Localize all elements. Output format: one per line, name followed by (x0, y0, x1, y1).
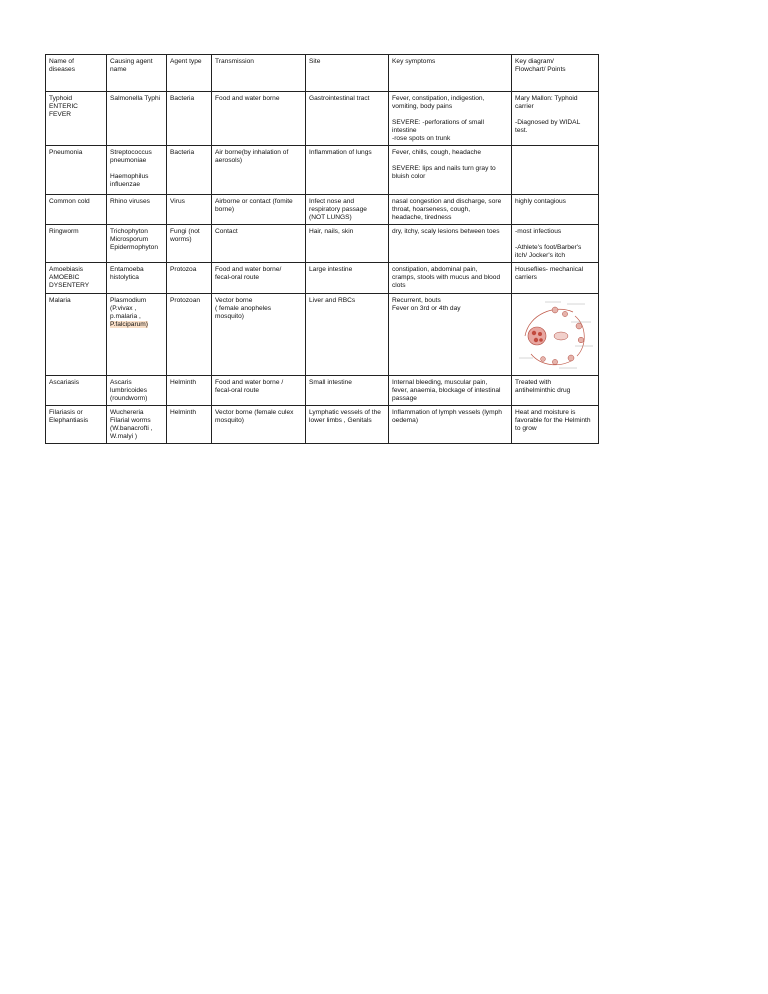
key-points (512, 225, 599, 263)
cell-line: pneumoniae (110, 157, 147, 164)
cell-line: highly contagious (515, 198, 566, 205)
cell-line: favorable for the Helminth (515, 417, 591, 424)
cell-line: Fever, constipation, indigestion, (392, 95, 485, 102)
header-row (46, 55, 599, 92)
site (306, 376, 389, 406)
cell-line: Streptococcus (110, 149, 152, 156)
cell-line: (roundworm) (110, 395, 148, 402)
cell-line: Mary Mallon: Typhoid (515, 95, 578, 102)
transmission (212, 195, 306, 225)
causing-agent (107, 146, 167, 195)
agent-type (167, 376, 212, 406)
key-diagram (512, 294, 599, 376)
cell-line: Pneumonia (49, 149, 83, 156)
cell-line: Microsporum (110, 236, 149, 243)
cell-line: Infect nose and (309, 198, 355, 205)
transmission (212, 376, 306, 406)
line-gap (392, 111, 508, 119)
cell-line: Protozoa (170, 266, 197, 273)
agent-type (167, 92, 212, 146)
cell-line: (NOT LUNGS) (309, 214, 352, 221)
cell-line: SEVERE: -perforations of small (392, 119, 484, 126)
disease-name (46, 146, 107, 195)
cell-line: (P.vivax , (110, 305, 137, 312)
table-row-amoebiasis (46, 263, 599, 294)
cell-line: Treated with (515, 379, 552, 386)
key-points (512, 92, 599, 146)
table-row-filariasis (46, 406, 599, 444)
key-symptoms (389, 92, 512, 146)
header-type (167, 55, 212, 92)
cell-line: diseases (49, 66, 76, 73)
cell-line: Filarial worms (110, 417, 151, 424)
causing-agent (107, 225, 167, 263)
disease-name (46, 225, 107, 263)
cell-line: Fever on 3rd or 4th day (392, 305, 461, 312)
cell-line: Recurrent, bouts (392, 297, 441, 304)
cell-line: Flowchart/ Points (515, 66, 566, 73)
cell-line: Entamoeba (110, 266, 144, 273)
table-row-typhoid (46, 92, 599, 146)
cell-line: Typhoid (49, 95, 73, 102)
key-symptoms (389, 406, 512, 444)
key-symptoms (389, 195, 512, 225)
key-symptoms (389, 146, 512, 195)
cell-line: Gastrointestinal tract (309, 95, 370, 102)
header-symptoms (389, 55, 512, 92)
cell-line: lumbricoides (110, 387, 148, 394)
cell-line: worms) (170, 236, 192, 243)
cell-line: Haemophilus (110, 173, 149, 180)
causing-agent-lines (110, 297, 163, 321)
disease-table (45, 54, 599, 444)
causing-agent (107, 376, 167, 406)
disease-name (46, 195, 107, 225)
cell-line: fecal-oral route (215, 387, 259, 394)
cell-line: passage (392, 395, 417, 402)
cell-line: intestine (392, 127, 417, 134)
cell-line: Internal bleeding, muscular pain, (392, 379, 488, 386)
cell-line: Wuchereria (110, 409, 144, 416)
cell-line: W.malyi ) (110, 433, 138, 440)
cell-line: Plasmodium (110, 297, 147, 304)
cell-line: Bacteria (170, 149, 195, 156)
disease-name (46, 406, 107, 444)
cell-line: carriers (515, 274, 537, 281)
cell-line: AMOEBIC (49, 274, 80, 281)
cell-line: mosquito) (215, 417, 244, 424)
cell-line: influenzae (110, 181, 141, 188)
cell-line: Fever, chills, cough, headache (392, 149, 482, 156)
cell-line: Inflammation of lymph vessels (lymph (392, 409, 502, 416)
cell-line: -most infectious (515, 228, 562, 235)
line-gap (392, 157, 508, 165)
key-points (512, 263, 599, 294)
cell-line: p.malaria , (110, 313, 141, 320)
table-row-malaria (46, 294, 599, 376)
site (306, 146, 389, 195)
cell-line: mosquito) (215, 313, 244, 320)
cell-line: oedema) (392, 417, 419, 424)
cell-line: carrier (515, 103, 534, 110)
transmission (212, 294, 306, 376)
causing-agent (107, 294, 167, 376)
cell-line: ENTERIC (49, 103, 78, 110)
cell-line: Amoebiasis (49, 266, 84, 273)
key-points (512, 195, 599, 225)
cell-line: Epidermophyton (110, 244, 159, 251)
key-symptoms (389, 263, 512, 294)
cell-line: Fungi (not (170, 228, 200, 235)
transmission (212, 263, 306, 294)
transmission (212, 92, 306, 146)
site (306, 195, 389, 225)
disease-table-page (45, 54, 598, 444)
header-agent (107, 55, 167, 92)
transmission (212, 406, 306, 444)
cell-line: (W.banacrofti , (110, 425, 153, 432)
cell-line: Causing agent (110, 58, 153, 65)
causing-agent (107, 195, 167, 225)
cell-line: Malaria (49, 297, 71, 304)
cell-line: fecal-oral route (215, 274, 259, 281)
cell-line: respiratory passage (309, 206, 367, 213)
cell-line: Helminth (170, 379, 197, 386)
cell-line: DYSENTERY (49, 282, 90, 289)
cell-line: Ascariasis (49, 379, 80, 386)
cell-line: Helminth (170, 409, 197, 416)
cell-line: test. (515, 127, 528, 134)
cell-line: -Athlete's foot/Barber's (515, 244, 582, 251)
table-row-ascariasis (46, 376, 599, 406)
cell-line: -rose spots on trunk (392, 135, 451, 142)
cell-line: Liver and RBCs (309, 297, 356, 304)
agent-type (167, 406, 212, 444)
cell-line: Name of (49, 58, 74, 65)
cell-line: Food and water borne / (215, 379, 284, 386)
cell-line: itch/ Jocker's itch (515, 252, 565, 259)
causing-agent (107, 406, 167, 444)
site (306, 406, 389, 444)
site (306, 294, 389, 376)
cell-line: Vector borne (female culex (215, 409, 294, 416)
header-name (46, 55, 107, 92)
header-transmission (212, 55, 306, 92)
cell-line: Food and water borne (215, 95, 280, 102)
cell-line: Rhino viruses (110, 198, 150, 205)
cell-line: ( female anopheles (215, 305, 272, 312)
cell-line: clots (392, 282, 406, 289)
agent-type (167, 294, 212, 376)
disease-name (46, 263, 107, 294)
key-symptoms (389, 225, 512, 263)
transmission (212, 146, 306, 195)
cell-line: cramps, stools with mucus and blood (392, 274, 501, 281)
cell-line: Bacteria (170, 95, 195, 102)
cell-line: Hair, nails, skin (309, 228, 354, 235)
highlighted-species: P.falciparum) (110, 321, 148, 328)
cell-line: constipation, abdominal pain, (392, 266, 478, 273)
cell-line: Airborne or contact (fomite (215, 198, 293, 205)
cell-line: dry, itchy, scaly lesions between toes (392, 228, 500, 235)
cell-line: Trichophyton (110, 228, 148, 235)
cell-line: to grow (515, 425, 537, 432)
line-gap (110, 165, 163, 173)
cell-line: Small intestine (309, 379, 352, 386)
line-gap (515, 236, 595, 244)
cell-line: Site (309, 58, 321, 65)
site (306, 92, 389, 146)
causing-agent (107, 92, 167, 146)
cell-line: Lymphatic vessels of the (309, 409, 381, 416)
cell-line: bluish color (392, 173, 426, 180)
cell-line: histolytica (110, 274, 139, 281)
cell-line: Contact (215, 228, 238, 235)
key-points (512, 376, 599, 406)
cell-line: Large intestine (309, 266, 353, 273)
key-symptoms (389, 294, 512, 376)
key-points (512, 146, 599, 195)
agent-type (167, 146, 212, 195)
cell-line: borne) (215, 206, 235, 213)
cell-line: Food and water borne/ (215, 266, 282, 273)
cell-line: aerosols) (215, 157, 243, 164)
cell-line: Key diagram/ (515, 58, 554, 65)
key-symptoms (389, 376, 512, 406)
cell-line: Elephantiasis (49, 417, 89, 424)
cell-line: FEVER (49, 111, 71, 118)
agent-type (167, 225, 212, 263)
cell-line: Vector borne (215, 297, 253, 304)
cell-line: -Diagnosed by WIDAL (515, 119, 581, 126)
cell-line: SEVERE: lips and nails turn gray to (392, 165, 496, 172)
table-row-common-cold (46, 195, 599, 225)
cell-line: lower limbs , Genitals (309, 417, 372, 424)
cell-line: Transmission (215, 58, 254, 65)
cell-line: headache, tiredness (392, 214, 452, 221)
disease-name (46, 294, 107, 376)
disease-name (46, 92, 107, 146)
cell-line: Houseflies- mechanical (515, 266, 584, 273)
cell-line: Ringworm (49, 228, 79, 235)
agent-type (167, 263, 212, 294)
table-row-pneumonia (46, 146, 599, 195)
cell-line: Heat and moisture is (515, 409, 576, 416)
cell-line: Ascaris (110, 379, 132, 386)
disease-name (46, 376, 107, 406)
cell-line: antihelminthic drug (515, 387, 571, 394)
agent-type (167, 195, 212, 225)
line-gap (515, 111, 595, 119)
table-row-ringworm (46, 225, 599, 263)
malaria-life-cycle-diagram (515, 296, 595, 371)
cell-line: Salmonella Typhi (110, 95, 161, 102)
causing-agent (107, 263, 167, 294)
cell-line: Inflammation of lungs (309, 149, 372, 156)
cell-line: Key symptoms (392, 58, 436, 65)
key-points (512, 406, 599, 444)
header-diagram (512, 55, 599, 92)
cell-line: nasal congestion and discharge, sore (392, 198, 502, 205)
cell-line: Air borne(by inhalation of (215, 149, 289, 156)
cell-line: Protozoan (170, 297, 201, 304)
header-site (306, 55, 389, 92)
cell-line: fever, anaemia, blockage of intestinal (392, 387, 501, 394)
cell-line: Agent type (170, 58, 202, 65)
cell-line: name (110, 66, 127, 73)
site (306, 225, 389, 263)
cell-line: Common cold (49, 198, 90, 205)
cell-line: throat, hoarseness, cough, (392, 206, 471, 213)
cell-line: Filariasis or (49, 409, 83, 416)
cell-line: Virus (170, 198, 185, 205)
cell-line: vomiting, body pains (392, 103, 453, 110)
transmission (212, 225, 306, 263)
site (306, 263, 389, 294)
